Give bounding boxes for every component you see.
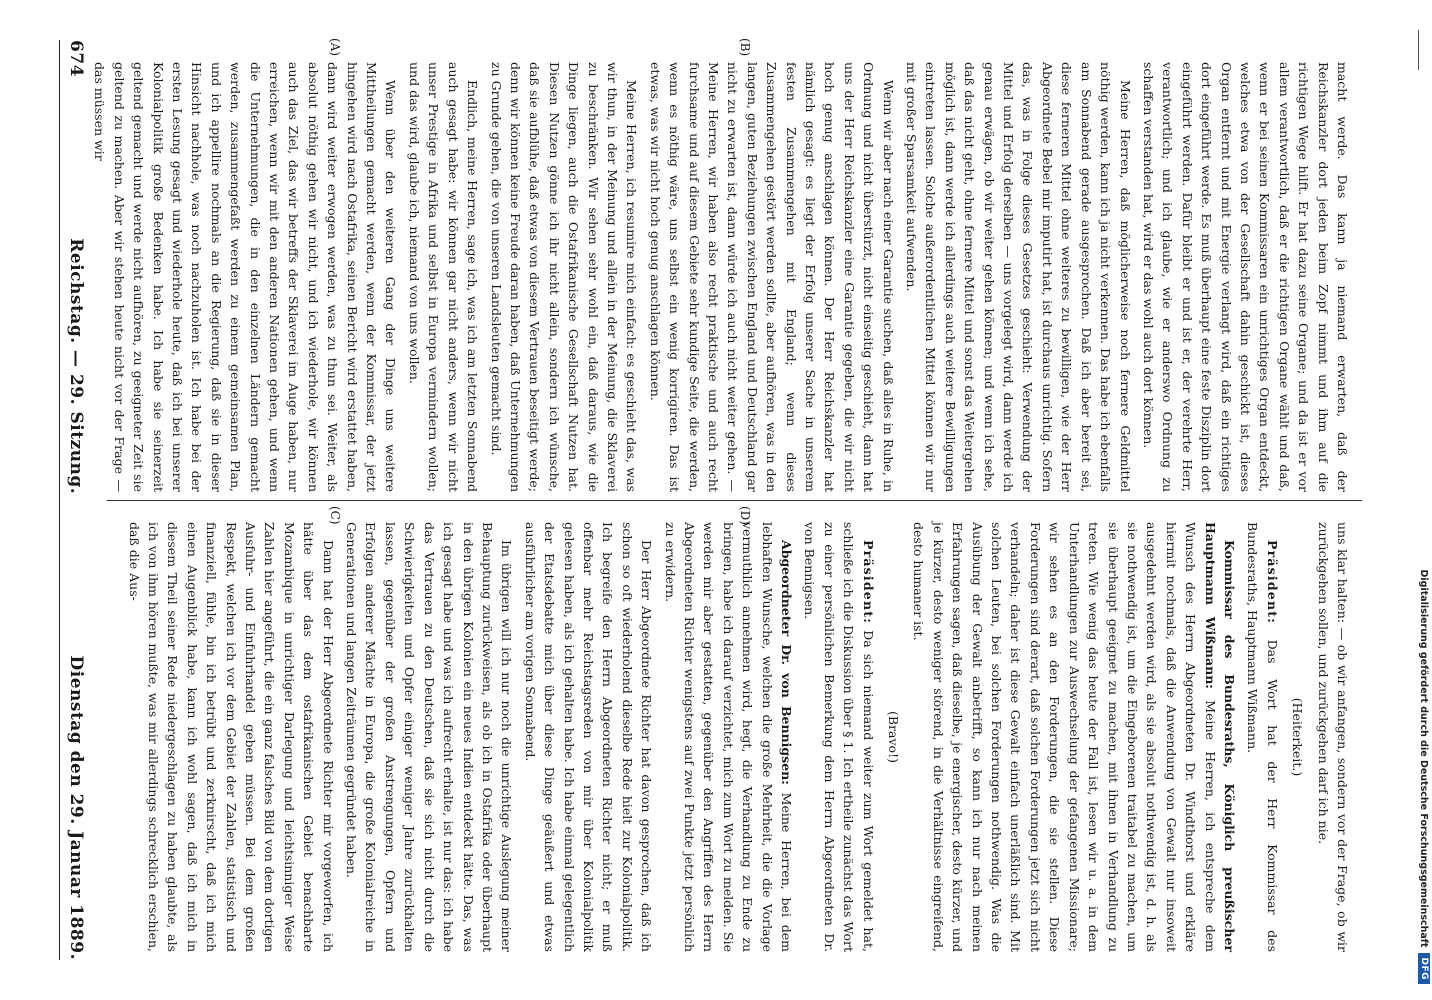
paragraph: macht werde. Das kann ja niemand erwarten, daß der Reichskanzler dort jeden beim Zopf nimmt und ihm auf die richtigen Wege hilft. Er hat dazu seine Organe; und da ist er vor allem verantwortlich, daß er die richtigen Organe wählt und daß, wenn er bei seinen Kommissaren ein unrichtiges Organ entdeckt, welches etwa von der Gesellschaft dahin geschickt ist, dieses Organ entfernt und mit Energie verlangt wird, daß ein richtiges dort eingeführt werde. Es muß überhaupt eine feste Disziplin dort eingeführt werden. Dafür bleibt er und ist er, der verehrte Herr, verantwortlich; und ich glaube, wie er anderswo Ordnung zu schaffen verstanden hat, wird er das wohl auch dort können. <box>1140 62 1350 492</box>
speech-text: Das Wort hat der Herr Kommissar des Bundesraths, Hauptmann Wißmann. <box>1245 522 1280 952</box>
dfg-logo: DFG <box>1418 953 1430 984</box>
paragraph: Im übrigen will ich nur noch die unrichtige Auslegung meiner Behauptung zurückweisen, als ob ich in Ostafrika oder überhaupt in den übrigen Kolonien ein neues Indien entdeckt hätte. Das, was ich gesagt habe und was ich aufrecht erhalte, ist nur das: ich habe das Vertrauen zu den Deutschen, daß sie sich nicht durch die Schwierigkeiten und Opfer einiger weniger Jahre zurückhalten lassen, gegenüber der großen Anstrengungen, Opfern und Erfolgen anderer Mächte in Europa, die große Kolonialreiche in Generationen und langen Zeiträumen gegründet haben. <box>344 522 515 952</box>
speech-text: Da sich niemand weiter zum Wort gemeldet hat, schließe ich die Diskussion über § 1. Ich ertheile zunächst das Wort zu einer persönlichen Bemerkung dem Herrn Abgeordneten Dr. von Bennigsen. <box>802 522 876 952</box>
page-number: 674 <box>66 40 86 77</box>
page-header <box>66 40 100 960</box>
interjection: (Bravo!) <box>886 711 902 763</box>
margin-marker-b: (B) <box>738 38 752 57</box>
speaker-label: Abgeordneter Dr. von Bennigsen: <box>779 540 795 785</box>
paragraph: Meine Herren, ich resumire mich einfach: es geschieht das, was wir thun, in der Meinung und allein in der Meinung, die Sklaverei zu beschränken. Wir sehen sehr wohl ein, daß daraus, wie die Dinge liegen, auch die Ostafrikanische Gesellschaft Nutzen hat. Diesen Nutzen gönne ich ihr nicht allein, sondern ich wünsche, daß sie aufblühe, daß etwas von diesem Vertrauen beseitigt werde; denn wir können keine Freude daran haben, daß Unternehmungen zu Grunde gehen, die von unseren Landsleuten gemacht sind. <box>488 62 640 492</box>
digitization-credit: Digitalisierung gefördert durch die Deutsche Forschungsgemeinschaft <box>1418 569 1430 948</box>
margin-marker-c: (C) <box>328 506 342 525</box>
paragraph: Meine Herren, daß möglicherweise noch fernere Geldmittel nöthig werden, kann ich ja nicht verkennen. Das habe ich ebenfalls am Sonnabend gerade ausgesprochen. Daß ich aber bereit sei, diese ferneren Mittel ohne weiteres zu bewilligen, wie der Herr Abgeordnete Bebel mir imputirt hat, ist durchaus unrichtig. Sofern das, was in Folge dieses Gesetzes geschieht: Verwendung der Mittel und Erfolg derselben — uns vorgelegt wird, dann werde ich genau erwägen, ob wir weiter gehen können; und wenn ich sehe, daß das nicht geht, ohne fernere Mittel und sonst das Weitergehen möglich ist, dann werde ich allerdings auch weitere Bewilligungen eintreten lassen. Solche außerordentlichen Mittel können wir nur mit großer Sparsamkeit aufwenden. <box>904 62 1133 492</box>
interjection: (Heiterkeit.) <box>1290 697 1306 777</box>
session-date: Dienstag den 29. Januar 1889. <box>66 655 86 960</box>
speech-text: Meine Herren, bei dem lebhaften Wunsche, welchen die große Mehrheit, die die Vorlage vermuthlich annehmen wird, hegt, die Verhandlung zu Ende zu bringen, habe ich darauf verzichtet, mich zum Wort zu melden. Sie werden mir aber gestatten, gegenüber den Angriffen des Herrn Abgeordneten Richter wenigstens auf zwei Punkte jetzt persönlich zu erwidern. <box>662 522 795 952</box>
paragraph <box>1243 522 1282 952</box>
margin-marker-a: (A) <box>328 38 342 57</box>
paragraph <box>660 522 796 952</box>
margin-marker-d: (D) <box>738 506 752 525</box>
column-divider <box>107 500 1362 501</box>
speaker-label: Präsident: <box>860 540 876 625</box>
paragraph: Endlich, meine Herren, sage ich, was ich am letzten Sonnabend auch gesagt habe: wir können gar nicht anders, wenn wir nicht unser Prestige in Afrika und selbst in Europa vermindern wollen; und das wird, glaube ich, niemand von uns wollen. <box>406 62 481 492</box>
speaker-label: Präsident: <box>1264 540 1280 625</box>
speaker-label: Kommissar des Bundesraths, Königlich preußischer Hauptmann Wißmann: <box>1202 522 1237 952</box>
paragraph <box>800 522 878 952</box>
digitization-strip <box>1416 16 1432 984</box>
paragraph: uns klar halten: — ob wir anfangen, sondern vor der Frage, ob wir zurückgehen sollen, und zurückgehen darf ich nie. <box>1315 522 1350 952</box>
paragraph <box>909 522 1239 952</box>
paragraph: Wenn wir aber nach einer Garantie suchen, daß alles in Ruhe, in Ordnung und nicht überstürzt, nicht einseitig geschieht, dann hat uns der Herr Reichskanzler eine Garantie gegeben, die wir nicht hoch genug anschlagen können. Der Herr Reichskanzler hat nämlich gesagt: es liegt der Erfolg unserer Sache in unserem festen Zusammengehen mit England; wenn dieses Zusammengehen gestört werden sollte, aber aufhören, was in den langen, guten Beziehungen zwischen England und Deutschland gar nicht zu erwarten ist, dann würde ich auch nicht weiter gehen. — Meine Herren, wir haben also recht praktische und auch recht furchsame und auf diesem Gebiete sehr kundige Seite, die werden, wenn es nöthig wäre, uns selbst ein wenig korrigiren. Das ist etwas, was wir nicht hoch genug anschlagen können. <box>647 62 896 492</box>
paragraph: Wenn über den weiteren Gang der Dinge uns weitere Mittheilungen gemacht werden, wenn der Kommissar, der jetzt hingehen wird nach Ostafrika, seinen Bericht wird erstattet haben, dann wird weiter erwogen werden, was zu thun sei. Weiter, als absolut nöthig gehen wir nicht, und ich wiederhole, wir können auch das Ziel, das wir betreffs der Sklaverei im Auge haben, nur erreichen, wenn wir mit den anderen Nationen gehen, und wenn die Unternehmungen, die in den einzelnen Ländern gemacht werden, zusammengefaßt werden zu einem gemeinsamen Plan, und ich appellire nochmals an die Regierung, daß sie in dieser Hinsicht nachhole, was noch nachzuholen ist. Ich habe bei der ersten Lesung gesagt und wiederhole heute, daß ich bei unserer Kolonialpolitik große Bedenken habe. Ich habe sie seinerzeit geltend gemacht und werde nicht aufhören, zu geeigneter Zeit sie geltend zu machen. Aber wir stehen heute nicht vor der Frage — das müssen wir <box>92 62 399 492</box>
paragraph: Dann hat der Herr Abgeordnete Richter mir vorgeworfen, ich hätte über das dem ostafrikanischen Gebiet benachbarte Mozambique in unrichtiger Darlegung und leichtsinniger Weise Zahlen hier angeführt, die ein ganz falsches Bild von dem dortigen Ausfuhr- und Einfuhrhandel geben müssen. Bei dem großen Respekt, welchen ich vor dem Gebiet der Zahlen, statistisch und finanziell, fühle, bin ich betrübt und zerknirscht, daß ich mich einen Augenblick habe, kann ich wohl sagen, daß ich mich in diesem Theil seiner Rede niedergeschlagen zu haben glaubte, als ich von ihm hören mußte, was mir allerdings schrecklich erschien, daß die Aus- <box>126 522 336 952</box>
session-title: Reichstag. — 29. Sitzung. <box>66 238 86 495</box>
header-rule <box>59 40 60 960</box>
paragraph: Der Herr Abgeordnete Richter hat davon gesprochen, daß ich schon so oft wiederholend dieselbe Rede hielt zur Kolonialpolitik. Ich begreife den Herrn Abgeordneten Richter nicht; er muß offenbar mehr Reichstagsreden von mir über Kolonialpolitik gelesen haben, als ich gehalten habe. Ich habe einmal gelegentlich der Etatsdebatte mich über diese Dinge geäußert und etwas ausführlicher am vorigen Sonnabend. <box>522 522 655 952</box>
right-column <box>112 522 1352 952</box>
left-column <box>92 62 1352 492</box>
speech-text: Meine Herren, ich entspreche dem Wunsch des Herrn Abgeordneten Dr. Windthorst und erkläre hiermit nochmals, daß die Anwendung von Gewalt nur insoweit ausgedehnt werden wird, als sie absolut nothwendig ist, d. h. als sie nothwendig ist, um die Eingeborenen traitabel zu machen, um sie überhaupt geeignet zu machen, mit ihnen in Verhandlung zu treten. Wie wenig das heute der Fall ist, lesen wir u. a. in dem Unterhandlungen zur Auswechselung der gefangenen Missionare; wir sehen es an den Forderungen, die sie stellen. Diese Forderungen sind derart, daß solchen Forderungen jetzt sich nicht verhandeln; daher ist diese Gewalt einfach unerläßlich sind. Mit solchen Leuten, bei solchen Forderungen nothwendig. Was die Ausübung der Gewalt anbetrifft, so kann ich nur nach meinen Erfahrungen sagen, daß dieselbe, je energischer, desto kürzer, und je kürzer, desto weniger störend, in die Verhältnisse eingreifend, desto humaner ist. <box>911 522 1218 952</box>
